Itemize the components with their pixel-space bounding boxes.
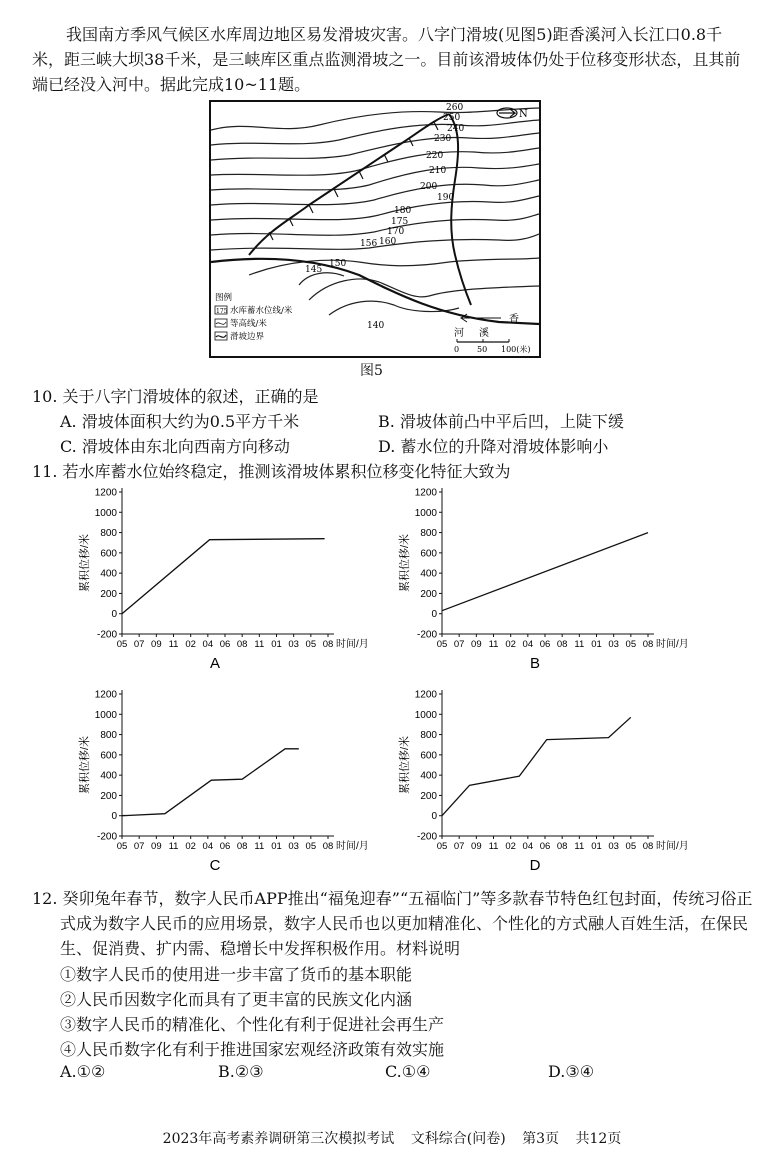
x-tick-label: 11 — [254, 639, 265, 650]
y-tick-label: -200 — [416, 831, 437, 843]
contour-label: 220 — [426, 151, 444, 161]
y-tick-label: 800 — [420, 730, 437, 742]
scale-label: 100(米) — [501, 345, 531, 354]
x-tick-label: 04 — [202, 639, 214, 650]
q10-stem: 10. 关于八字门滑坡体的叙述，正确的是 — [32, 387, 319, 406]
q12-option-b: B.②③ — [218, 1062, 264, 1081]
x-tick-label: 03 — [288, 639, 299, 650]
y-tick-label: 400 — [100, 770, 117, 782]
x-tick-label: 05 — [436, 841, 448, 852]
y-tick-label: 200 — [100, 588, 117, 600]
x-tick-label: 08 — [322, 639, 334, 650]
contour-label: 250 — [443, 113, 461, 123]
y-axis-label: 累积位移/米 — [79, 735, 91, 795]
y-tick-label: 1200 — [94, 689, 117, 701]
page-footer — [0, 1128, 784, 1148]
x-tick-label: 05 — [436, 639, 448, 650]
legend-item-contour: 等高线/米 — [230, 319, 267, 329]
y-tick-label: 600 — [420, 750, 437, 762]
y-tick-label: 0 — [431, 609, 437, 621]
x-tick-label: 11 — [168, 639, 179, 650]
q12-option-a: A.①② — [60, 1062, 106, 1081]
river-label: 香 — [509, 314, 519, 325]
x-tick-label: 01 — [271, 841, 282, 852]
q10-option-d: D. 蓄水位的升降对滑坡体影响小 — [378, 437, 609, 456]
q10-option-a: A. 滑坡体面积大约为0.5平方千米 — [60, 412, 300, 431]
x-tick-label: 03 — [288, 841, 299, 852]
x-tick-label: 08 — [322, 841, 334, 852]
contour-label: 190 — [437, 193, 455, 203]
x-tick-label: 08 — [642, 639, 654, 650]
x-tick-label: 11 — [574, 841, 585, 852]
x-tick-label: 07 — [133, 841, 145, 852]
contour-label: 240 — [447, 124, 465, 134]
x-tick-label: 02 — [185, 639, 196, 650]
x-tick-label: 04 — [522, 639, 534, 650]
x-tick-label: 05 — [305, 841, 317, 852]
q12-option-c: C.①④ — [385, 1062, 431, 1081]
x-tick-label: 06 — [539, 841, 551, 852]
q12-item: ④人民币数字化有利于推进国家宏观经济政策有效实施 — [60, 1040, 445, 1059]
figure-caption: 图5 — [360, 363, 383, 379]
legend-item-boundary: 滑坡边界 — [230, 332, 265, 342]
q11-stem: 11. 若水库蓄水位始终稳定，推测该滑坡体累积位移变化特征大致为 — [32, 462, 511, 481]
x-tick-label: 09 — [151, 841, 162, 852]
chart-option-label: A — [209, 655, 221, 672]
chart-option-label: B — [529, 655, 541, 672]
y-tick-label: 400 — [420, 568, 437, 580]
q12-stem: 12. 癸卯兔年春节，数字人民币APP推出“福兔迎春”“五福临门”等多款春节特色红包封面，传统习俗正式成为数字人民币的应用场景，数字人民币也以更加精准化、个性化的方式融人百姓生活，在保民生、促消费、扩内需、稳增长中发挥积极作用。材料说明 — [32, 889, 753, 958]
x-axis-label: 时间/月 — [656, 841, 689, 852]
river-label: 溪 — [479, 328, 489, 339]
x-tick-label: 02 — [505, 841, 516, 852]
y-tick-label: 800 — [100, 528, 117, 540]
y-tick-label: 0 — [111, 609, 117, 621]
y-tick-label: 400 — [100, 568, 117, 580]
x-tick-label: 05 — [625, 841, 637, 852]
x-tick-label: 07 — [133, 639, 145, 650]
footer-page: 第3页 — [522, 1131, 560, 1147]
series-line — [442, 717, 631, 815]
y-tick-label: 1200 — [414, 487, 437, 499]
x-tick-label: 03 — [608, 841, 619, 852]
contour-label: 150 — [329, 259, 347, 269]
x-tick-label: 01 — [271, 639, 282, 650]
y-tick-label: 1200 — [414, 689, 437, 701]
x-tick-label: 04 — [202, 841, 214, 852]
q12-item: ①数字人民币的使用进一步丰富了货币的基本职能 — [60, 965, 413, 984]
contour-label: 260 — [446, 103, 464, 113]
y-tick-label: 200 — [420, 790, 437, 802]
legend-sample-label: 175 — [216, 308, 228, 315]
contour-label: 170 — [387, 227, 405, 237]
x-tick-label: 05 — [116, 841, 128, 852]
y-tick-label: 1000 — [94, 507, 117, 519]
x-tick-label: 03 — [608, 639, 619, 650]
q12-option-d: D.③④ — [548, 1062, 595, 1081]
footer-exam: 2023年高考素养调研第三次模拟考试 — [162, 1131, 395, 1147]
x-tick-label: 02 — [185, 841, 196, 852]
x-tick-label: 05 — [305, 639, 317, 650]
legend-title: 图例 — [215, 293, 233, 303]
intro-paragraph: 我国南方季风气候区水库周边地区易发滑坡灾害。八字门滑坡(见图5)距香溪河入长江口0.8千米，距三峡大坝38千米，是三峡库区重点监测滑坡之一。目前该滑坡体仍处于位移变形状态，且其前端已经没入河中。据此完成10~11题。 — [32, 25, 741, 94]
y-tick-label: 0 — [111, 811, 117, 823]
x-tick-label: 11 — [488, 639, 499, 650]
x-tick-label: 06 — [219, 639, 231, 650]
x-tick-label: 09 — [151, 639, 162, 650]
x-tick-label: 07 — [453, 639, 465, 650]
x-axis-label: 时间/月 — [336, 639, 369, 650]
chart-c — [60, 686, 369, 882]
contour-label: 175 — [391, 217, 409, 227]
x-tick-label: 08 — [236, 639, 248, 650]
contour-label: 230 — [434, 134, 452, 144]
x-tick-label: 09 — [471, 841, 482, 852]
x-tick-label: 08 — [556, 841, 568, 852]
q10-option-b: B. 滑坡体前凸中平后凹，上陡下缓 — [378, 412, 624, 431]
y-axis-label: 累积位移/米 — [399, 533, 411, 593]
x-axis-label: 时间/月 — [336, 841, 369, 852]
x-tick-label: 11 — [574, 639, 585, 650]
chart-d — [380, 686, 689, 882]
y-tick-label: -200 — [96, 831, 117, 843]
y-tick-label: 400 — [420, 770, 437, 782]
legend-item-water-level: 水库蓄水位线/米 — [230, 306, 293, 316]
y-tick-label: 200 — [100, 790, 117, 802]
chart-a — [60, 484, 369, 680]
y-tick-label: 1000 — [94, 709, 117, 721]
contour-label: 180 — [394, 206, 412, 216]
x-tick-label: 11 — [168, 841, 179, 852]
x-tick-label: 08 — [236, 841, 248, 852]
contour-label: 145 — [305, 265, 323, 275]
contour-label: 210 — [429, 166, 447, 176]
y-tick-label: 800 — [100, 730, 117, 742]
chart-b — [380, 484, 689, 680]
q12-item: ③数字人民币的精准化、个性化有利于促进社会再生产 — [60, 1015, 445, 1034]
y-tick-label: 0 — [431, 811, 437, 823]
y-tick-label: 800 — [420, 528, 437, 540]
scale-label: 50 — [477, 345, 488, 354]
x-tick-label: 02 — [505, 639, 516, 650]
x-tick-label: 09 — [471, 639, 482, 650]
x-tick-label: 04 — [522, 841, 534, 852]
y-tick-label: 600 — [100, 750, 117, 762]
y-tick-label: 1200 — [94, 487, 117, 499]
scale-label: 0 — [454, 345, 460, 354]
x-tick-label: 01 — [591, 639, 602, 650]
y-tick-label: 600 — [420, 548, 437, 560]
x-tick-label: 05 — [116, 639, 128, 650]
x-tick-label: 06 — [219, 841, 231, 852]
contour-label: 140 — [367, 321, 385, 331]
series-line — [442, 533, 648, 611]
chart-option-label: C — [209, 857, 221, 874]
x-tick-label: 11 — [254, 841, 265, 852]
contour-label: 200 — [420, 182, 438, 192]
contour-label: 156 — [360, 239, 378, 249]
q12-item: ②人民币因数字化而具有了更丰富的民族文化内涵 — [60, 990, 413, 1009]
landslide-contour-map — [209, 100, 541, 358]
y-axis-label: 累积位移/米 — [79, 533, 91, 593]
north-label: N — [519, 109, 528, 120]
footer-subject: 文科综合(问卷) — [410, 1131, 506, 1147]
y-tick-label: 1000 — [414, 507, 437, 519]
x-tick-label: 08 — [642, 841, 654, 852]
y-tick-label: -200 — [416, 629, 437, 641]
y-axis-label: 累积位移/米 — [399, 735, 411, 795]
footer-total: 共12页 — [575, 1131, 622, 1147]
contour-label: 160 — [379, 237, 397, 247]
x-tick-label: 07 — [453, 841, 465, 852]
series-line — [122, 539, 325, 614]
y-tick-label: -200 — [96, 629, 117, 641]
river-label: 河 — [454, 328, 464, 339]
y-tick-label: 200 — [420, 588, 437, 600]
x-tick-label: 06 — [539, 639, 551, 650]
x-tick-label: 08 — [556, 639, 568, 650]
series-line — [122, 749, 299, 816]
x-tick-label: 11 — [488, 841, 499, 852]
y-tick-label: 600 — [100, 548, 117, 560]
y-tick-label: 1000 — [414, 709, 437, 721]
x-tick-label: 01 — [591, 841, 602, 852]
chart-option-label: D — [529, 857, 541, 874]
x-axis-label: 时间/月 — [656, 639, 689, 650]
q10-option-c: C. 滑坡体由东北向西南方向移动 — [60, 437, 290, 456]
x-tick-label: 05 — [625, 639, 637, 650]
